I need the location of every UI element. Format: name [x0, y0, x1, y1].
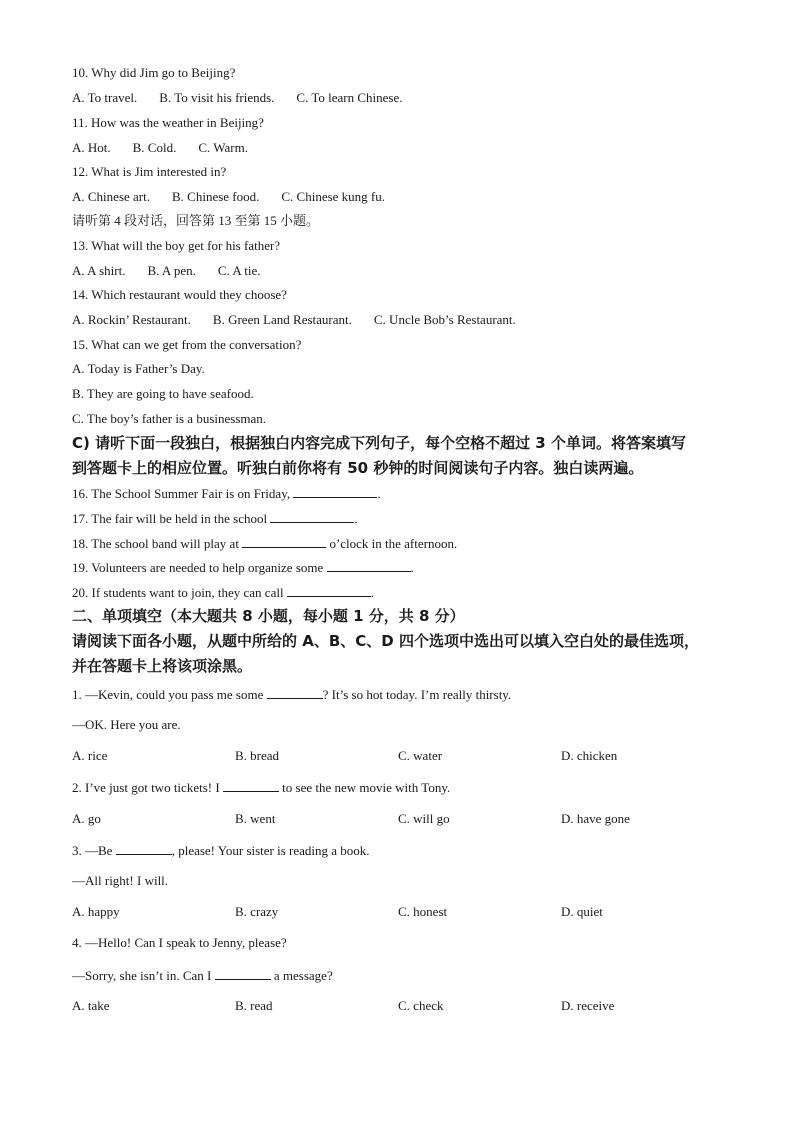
option-b: B. Green Land Restaurant.	[212, 312, 352, 327]
question-18-end: o’clock in the afternoon.	[329, 536, 458, 551]
option-c: C. Warm.	[198, 140, 248, 155]
question-19	[72, 559, 414, 576]
question-15-stem: 15. What can we get from the conversation?	[72, 337, 302, 352]
option-a: A. Chinese art.	[72, 189, 150, 204]
option-b: B. Chinese food.	[171, 189, 260, 204]
option-a: A. rice	[72, 748, 108, 763]
single-choice-4-stem: 4. —Hello! Can I speak to Jenny, please?	[72, 935, 287, 950]
single-choice-1-end: ? It’s so hot today. I’m really thirsty.	[322, 687, 512, 702]
question-16-text: 16. The School Summer Fair is on Friday,	[72, 486, 291, 501]
answer-blank	[327, 559, 411, 572]
single-choice-3-reply: —All right! I will.	[72, 873, 169, 888]
option-b: B. A pen.	[147, 263, 196, 278]
option-d: D. have gone	[561, 811, 630, 826]
single-choice-1-reply: —OK. Here you are.	[72, 717, 181, 732]
option-a: A. happy	[72, 904, 120, 919]
option-c: C. check	[398, 998, 444, 1013]
single-choice-1-text: 1. —Kevin, could you pass me some	[72, 687, 264, 702]
question-19-end: .	[410, 560, 414, 575]
question-16	[72, 485, 381, 502]
single-choice-1-options	[72, 748, 724, 764]
single-choice-1-stem	[72, 686, 511, 703]
dialog-4-instruction: 请听第 4 段对话，回答第 13 至第 15 小题。	[72, 213, 320, 228]
option-c: C. water	[398, 748, 443, 763]
option-c: C. A tie.	[217, 263, 261, 278]
option-c: C. Uncle Bob’s Restaurant.	[373, 312, 516, 327]
single-choice-2-stem	[72, 779, 450, 796]
question-18-text: 18. The school band will play at	[72, 536, 239, 551]
question-18	[72, 535, 457, 552]
option-c: C. will go	[398, 811, 450, 826]
option-a: A. go	[72, 811, 101, 826]
part-2-instruction-2: 并在答题卡上将该项涂黑。	[72, 657, 253, 675]
question-16-end: .	[377, 486, 381, 501]
question-20-end: .	[370, 585, 375, 600]
option-c: C. honest	[398, 904, 448, 919]
single-choice-2-end: to see the new movie with Tony.	[282, 780, 451, 795]
question-10-stem: 10. Why did Jim go to Beijing?	[72, 65, 236, 80]
question-20-text: 20. If students want to join, they can call	[72, 585, 284, 600]
option-b: B. To visit his friends.	[159, 90, 275, 105]
question-13-options	[72, 263, 283, 279]
section-c-instruction-2: 到答题卡上的相应位置。听独白前你将有 50 秒钟的时间阅读句子内容。独白读两遍。	[72, 459, 644, 477]
single-choice-4-reply	[72, 967, 333, 984]
question-11-options	[72, 140, 270, 156]
answer-blank	[223, 779, 279, 792]
single-choice-3-text: 3. —Be	[72, 843, 113, 858]
question-11-stem: 11. How was the weather in Beijing?	[72, 115, 264, 130]
option-b: B. Cold.	[132, 140, 177, 155]
part-2-instruction-1: 请阅读下面各小题，从题中所给的 A、B、C、D 四个选项中选出可以填入空白处的最佳选项，	[72, 632, 699, 650]
question-15-option-a: A. Today is Father’s Day.	[72, 361, 205, 376]
single-choice-4-text: —Sorry, she isn’t in. Can I	[72, 968, 212, 983]
option-c: C. Chinese kung fu.	[281, 189, 386, 204]
answer-blank	[215, 967, 271, 980]
option-c: C. To learn Chinese.	[296, 90, 403, 105]
question-14-stem: 14. Which restaurant would they choose?	[72, 287, 287, 302]
option-a: A. A shirt.	[72, 263, 126, 278]
question-15-option-c: C. The boy’s father is a businessman.	[72, 411, 267, 426]
option-b: B. crazy	[235, 904, 279, 919]
question-20	[72, 584, 374, 601]
single-choice-3-options	[72, 904, 724, 920]
option-b: B. went	[235, 811, 276, 826]
question-17-text: 17. The fair will be held in the school	[72, 511, 268, 526]
part-2-title: 二、单项填空（本大题共 8 小题，每小题 1 分，共 8 分）	[72, 607, 465, 625]
question-19-text: 19. Volunteers are needed to help organize some	[72, 560, 324, 575]
question-17	[72, 510, 358, 527]
question-12-options	[72, 189, 407, 205]
option-a: A. Hot.	[72, 140, 111, 155]
option-a: A. Rockin’ Restaurant.	[72, 312, 191, 327]
answer-blank	[270, 510, 354, 523]
question-15-option-b: B. They are going to have seafood.	[72, 386, 254, 401]
option-b: B. read	[235, 998, 273, 1013]
option-a: A. take	[72, 998, 110, 1013]
question-17-end: .	[354, 511, 358, 526]
single-choice-4-options	[72, 998, 724, 1014]
question-12-stem: 12. What is Jim interested in?	[72, 164, 227, 179]
question-14-options	[72, 312, 538, 328]
option-d: D. receive	[561, 998, 615, 1013]
answer-blank	[293, 485, 377, 498]
single-choice-2-text: 2. I’ve just got two tickets! I	[72, 780, 220, 795]
answer-blank	[267, 686, 323, 699]
answer-blank	[287, 584, 371, 597]
single-choice-2-options	[72, 811, 724, 827]
single-choice-3-end: , please! Your sister is reading a book.	[171, 843, 370, 858]
question-13-stem: 13. What will the boy get for his father?	[72, 238, 281, 253]
single-choice-4-end: a message?	[273, 968, 333, 983]
option-a: A. To travel.	[72, 90, 138, 105]
answer-blank	[242, 535, 326, 548]
option-d: D. quiet	[561, 904, 603, 919]
single-choice-3-stem	[72, 842, 370, 859]
section-c-instruction-1: C) 请听下面一段独白，根据独白内容完成下列句子，每个空格不超过 3 个单词。将答案填写	[72, 434, 686, 452]
answer-blank	[116, 842, 172, 855]
option-d: D. chicken	[561, 748, 618, 763]
question-10-options	[72, 90, 425, 106]
option-b: B. bread	[235, 748, 280, 763]
